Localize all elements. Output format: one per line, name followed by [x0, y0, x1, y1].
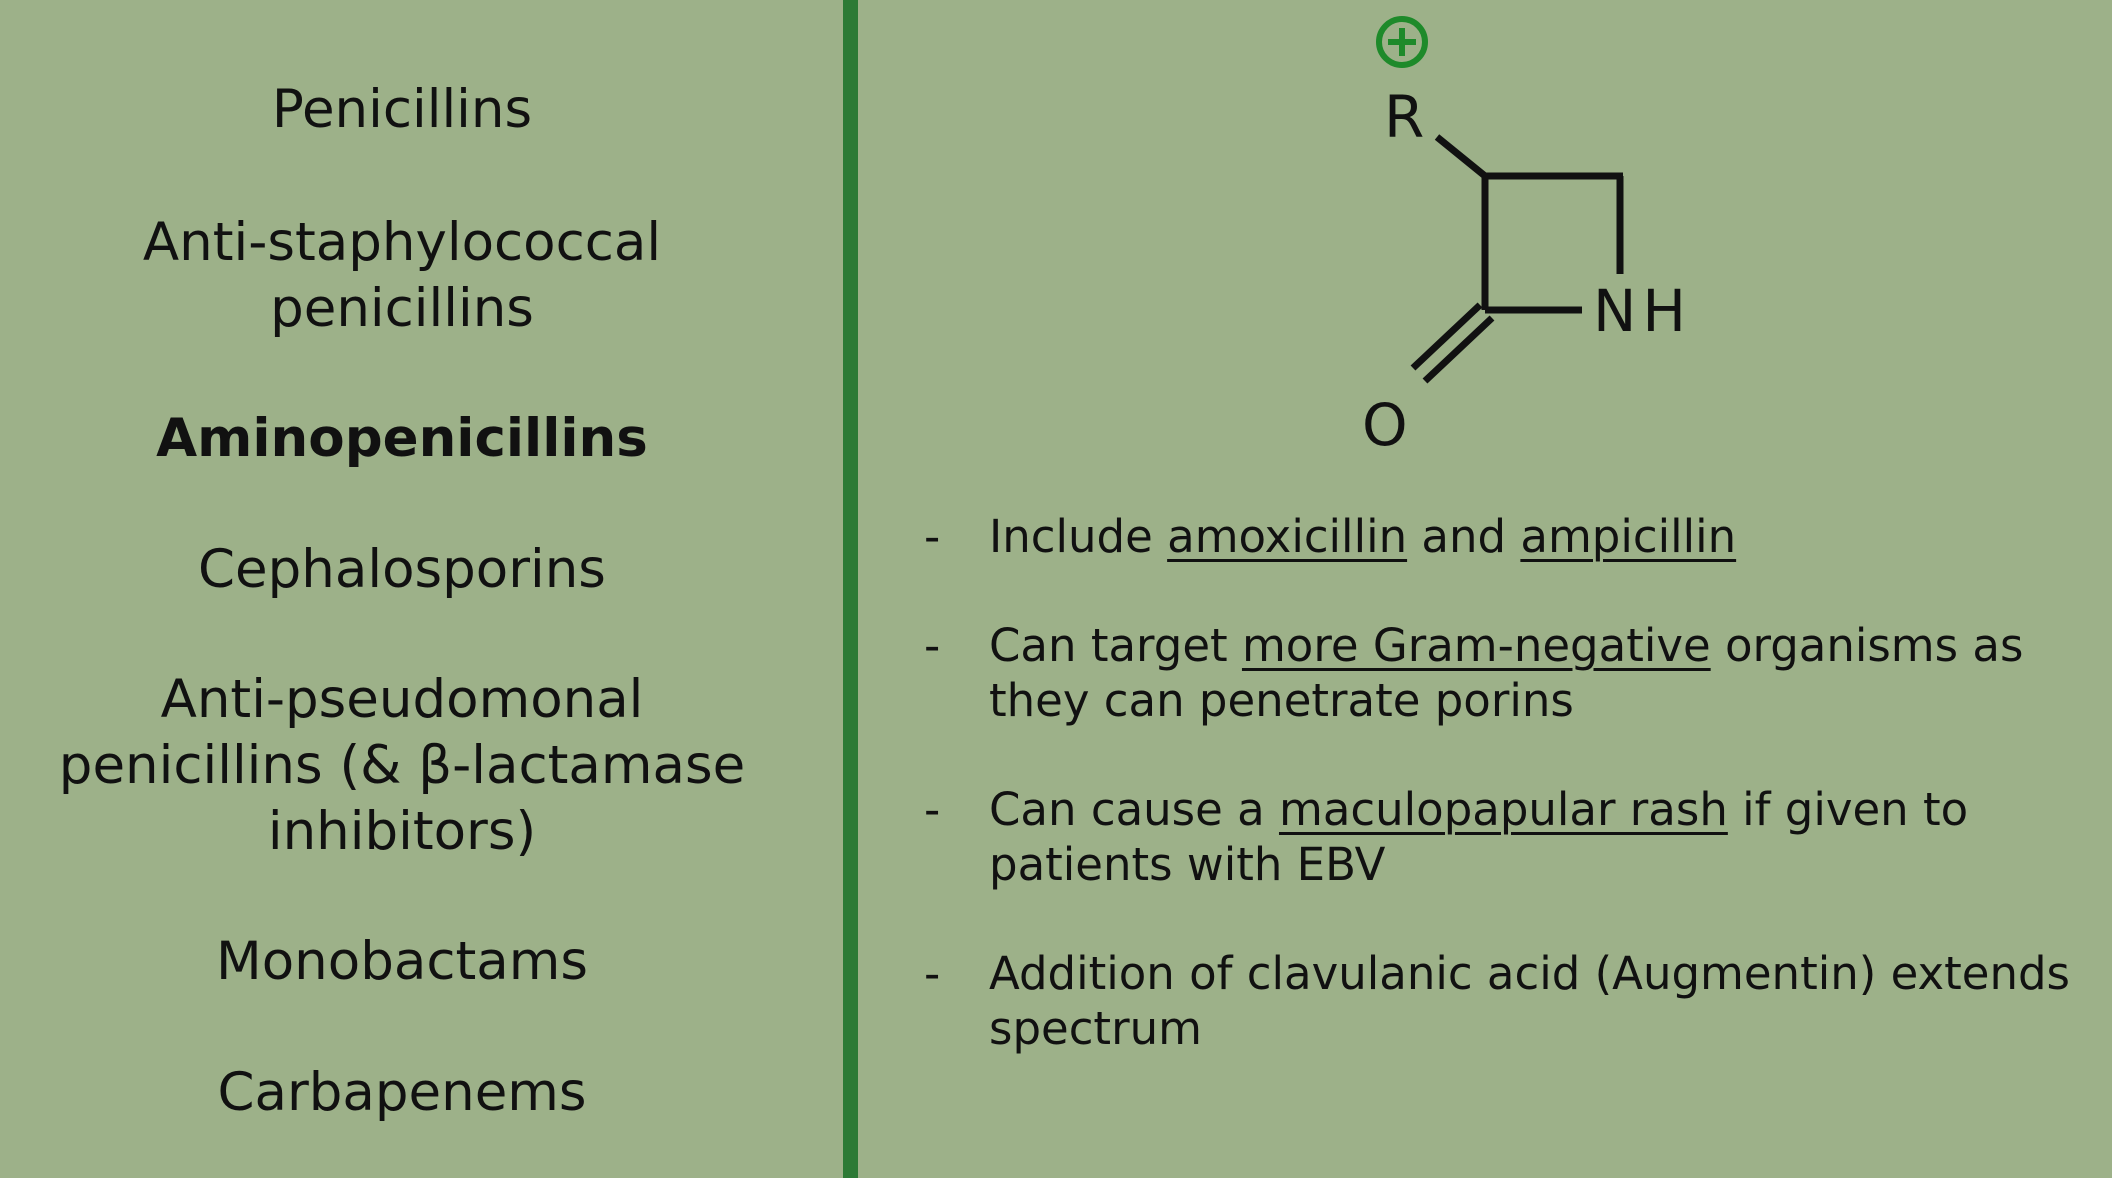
drug-class-item[interactable]: [0, 929, 804, 995]
panel-divider: [843, 0, 858, 1178]
drug-class-label: Aminopenicillins: [156, 408, 648, 469]
nh-label: NH: [1593, 277, 1692, 345]
text-segment: they can penetrate porins: [989, 674, 1574, 727]
bond-lines: [1413, 137, 1623, 381]
drug-class-item[interactable]: [0, 210, 804, 342]
highlighted-term: ampicillin: [1520, 510, 1737, 563]
drug-class-label: Carbapenems: [217, 1062, 587, 1123]
text-segment: patients with EBV: [989, 838, 1386, 891]
drug-class-label: Anti-pseudomonal: [160, 669, 644, 730]
beta-lactam-structure: [1340, 12, 1720, 452]
drug-class-label: penicillins (& β-lactamase: [58, 735, 746, 796]
text-segment: Can target: [989, 619, 1242, 672]
drug-class-item[interactable]: [0, 667, 804, 865]
drug-class-label: inhibitors): [267, 801, 537, 862]
drug-class-label: Penicillins: [271, 79, 533, 140]
oxygen-label: O: [1362, 391, 1408, 452]
text-segment: organisms as: [1710, 619, 2024, 672]
bullet-dash: -: [924, 619, 941, 672]
text-segment: Can cause a: [989, 783, 1279, 836]
drug-class-item[interactable]: [0, 406, 804, 472]
key-point-text: [989, 946, 2089, 1056]
drug-class-list: [0, 0, 842, 1178]
text-segment: and: [1407, 510, 1521, 563]
bullet-dash: -: [924, 783, 941, 836]
drug-class-item[interactable]: [0, 77, 804, 143]
drug-class-item[interactable]: [0, 537, 804, 603]
drug-class-label: Monobactams: [216, 931, 588, 992]
drug-class-label: penicillins: [270, 278, 534, 339]
bullet-dash: -: [924, 947, 941, 1000]
key-point-text: [989, 618, 2089, 728]
drug-class-label: Anti-staphylococcal: [142, 212, 662, 273]
text-segment: spectrum: [989, 1002, 1202, 1055]
r-group-label: R: [1384, 83, 1425, 151]
highlighted-term: more Gram-negative: [1241, 619, 1711, 672]
highlighted-term: amoxicillin: [1167, 510, 1408, 563]
bullet-dash: -: [924, 510, 941, 563]
text-segment: Addition of clavulanic acid (Augmentin) extends: [989, 947, 2070, 1000]
highlighted-term: maculopapular rash: [1278, 783, 1728, 836]
key-point-text: [989, 509, 2089, 564]
plus-circle-icon: [1379, 19, 1425, 65]
key-point-text: [989, 782, 2089, 892]
text-segment: Include: [989, 510, 1168, 563]
drug-class-label: Cephalosporins: [198, 539, 606, 600]
drug-class-item[interactable]: [0, 1060, 804, 1126]
text-segment: if given to: [1727, 783, 1969, 836]
